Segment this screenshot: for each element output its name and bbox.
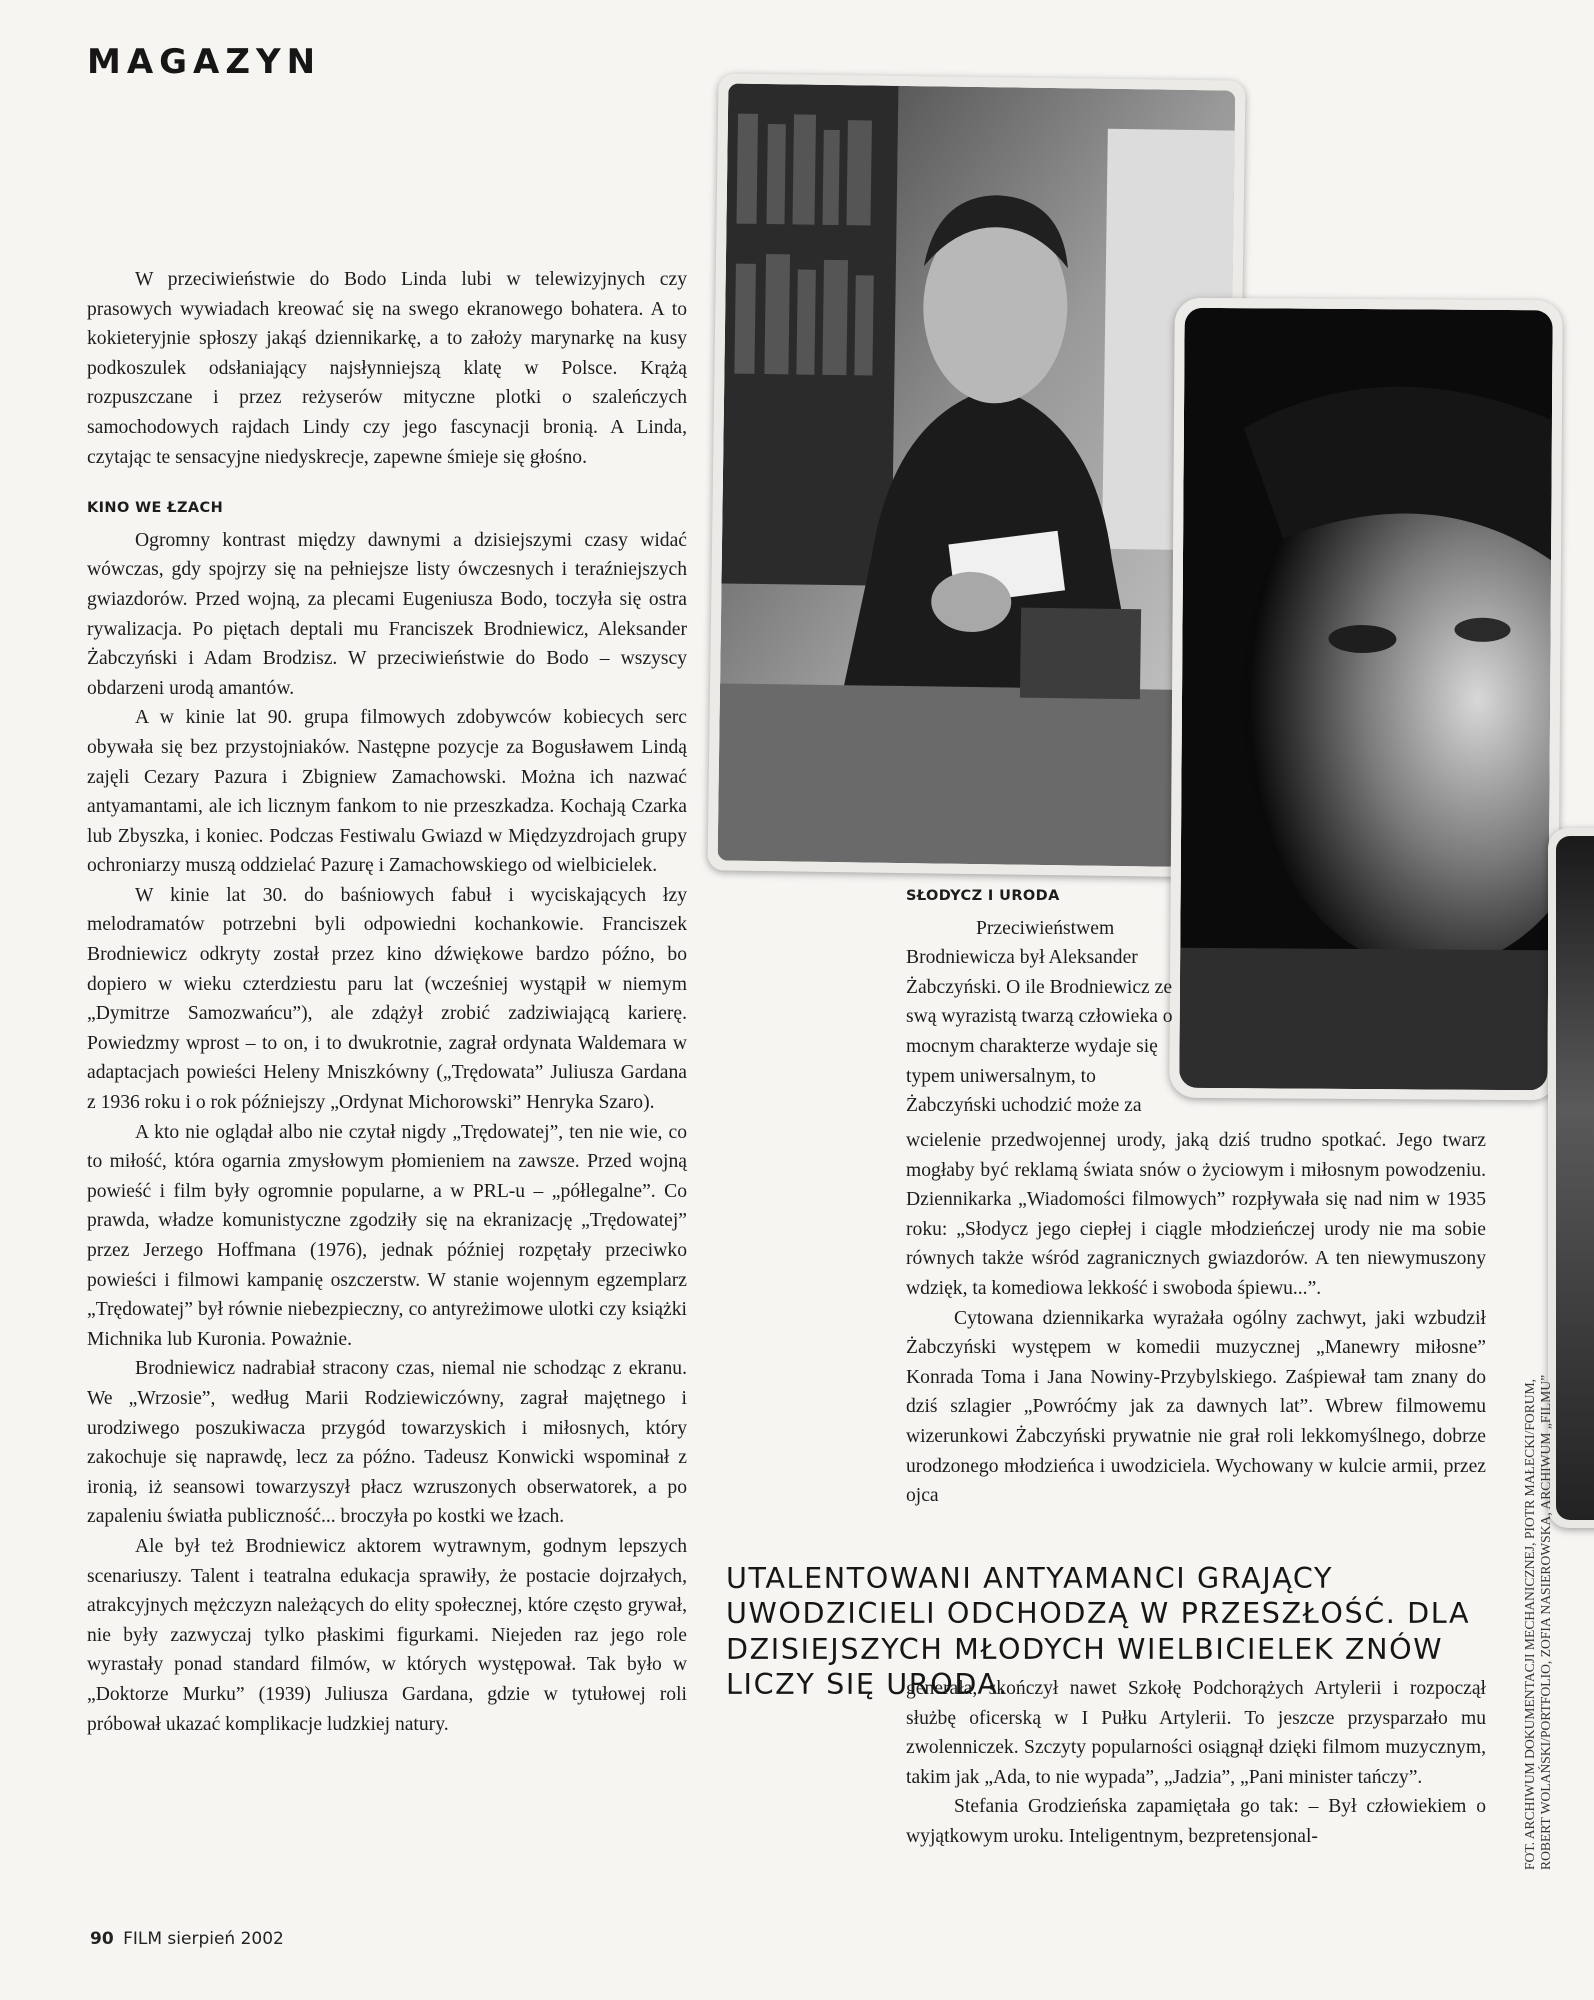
right-column-bottom [906,1674,1486,1852]
page-footer [90,1929,284,1949]
paragraph: W przeciwieństwie do Bodo Linda lubi w telewizyjnych czy prasowych wywiadach kreować się na swego ekranowego bohatera. A to kokieteryjnie spłoszy jakąś dziennikarkę, a to założy marynarkę na kusy podkoszulek odsłaniający najsłynniejszą klatę w Polsce. Krążą rozpuszczane i przez reżyserów mityczne plotki o szaleńczych samochodowych rajdach Lindy czy jego fascynacji bronią. A Linda, czytając te sensacyjne niedyskrecje, zapewne śmieje się głośno. [87,269,687,468]
sidebar-slodycz-i-uroda [906,882,1176,1121]
paragraph: W kinie lat 30. do baśniowych fabuł i wyciskających łzy melodramatów potrzebni byli odpowiedni kochankowie. Franciszek Brodniewicz odkryty został przez kino dźwiękowe bardzo późno, bo dopiero w wieku czterdziestu paru lat (wcześniej wystąpił w niemym „Dymitrze Samozwańcu”), ale zdążył zrobić zadziwiającą karierę. Powiedzmy wprost – to on, i to dwukrotnie, zagrał ordynata Waldemara w adaptacjach powieści Heleny Mniszkówny („Trędowata” Juliusza Gardana z 1936 roku i o rok późniejszy „Ordynat Michorowski” Henryka Szaro). [87,884,687,1114]
page-number: 90 [90,1929,114,1949]
paragraph: Przeciwieństwem Brodniewicza był Aleksander Żabczyński. O ile Brodniewicz ze swą wyrazistą twarzą człowieka o mocnym charakterze wydaje się typem uniwersalnym, to Żabczyński uchodzić może za [906,917,1173,1117]
photo-close-up-portrait [1169,298,1563,1101]
paragraph: A kto nie oglądał albo nie czytał nigdy „Trędowatej”, ten nie wie, co to miłość, która ogarnia zmysłowym płomieniem na zawsze. Przed wojną powieść i film były ogromnie popularne, a w PRL-u – „półlegalne”. Co prawda, władze komunistyczne zgodziły się na ekranizację „Trędowatej” przez Jerzego Hoffmana (1976), jednak później rozpętały przeciwko powieści i filmowi kampanię oszczerstw. W stanie wojennym egzemplarz „Trędowatej” był równie niebezpieczny, co antyreżimowe ulotki czy książki Michnika lub Kuronia. Poważnie. [87,1121,687,1350]
issue-date: sierpień 2002 [167,1929,284,1949]
photo-brodniewicz [707,73,1245,877]
photo-credit-line: ROBERT WOLAŃSKI/PORTFOLIO, ZOFIA NASIEROWSKA, ARCHIWUM „FILMU” [1538,1374,1553,1870]
paragraph: generała, skończył nawet Szkołę Podchorążych Artylerii i rozpoczął służbę oficerską w I Pułku Artylerii. To jeszcze przysparzało mu zwolenniczek. Szczyty popularności osiągnął dzięki filmom muzycznym, takim jak „Ada, to nie wypada”, „Jadzia”, „Pani minister tańczy”. [906,1678,1486,1788]
paragraph: Cytowana dziennikarka wyrażała ogólny zachwyt, jaki wzbudził Żabczyński występem w komedii muzycznej „Manewry miłosne” Konrada Toma i Jana Nowiny-Przybylskiego. Zaśpiewał tam znany do dziś szlagier „Powróćmy jak za dawnych lat”. Wbrew filmowemu wizerunkowi Żabczyński prywatnie nie grał roli lekkomyślnego, dobrze urodzonego młodzieńca i uwodziciela. Wychowany w kulcie armii, przez ojca [906,1307,1486,1507]
paragraph: Brodniewicz nadrabiał stracony czas, niemal nie schodząc z ekranu. We „Wrzosie”, według Marii Rodziewiczówny, zagrał majętnego i urodziwego poszukiwacza przygód towarzyskich i miłosnych, który zakochuje się naprawdę, lecz za późno. Tadeusz Konwicki wspominał z ironią, iż seansowi towarzyszył płacz wzruszonych obserwatorek, a po zapaleniu światła publiczność... broczyła po kostki we łzach. [87,1358,687,1528]
paragraph: Ale był też Brodniewicz aktorem wytrawnym, godnym lepszych scenariuszy. Talent i teatralna edukacja sprawiły, że postacie dojrzałych, atrakcyjnych mężczyzn należących do elity społecznej, które często grywał, nie były zazwyczaj tylko płaskimi figurkami. Niejeden raz jego role wyrastały ponad standard filmów, w których występował. Tak było w „Doktorze Murku” (1939) Juliusza Gardana, gdzie w tytułowej roli próbował ukazać komplikacje ludzkiej natury. [87,1535,687,1735]
pull-quote: UTALENTOWANI ANTYAMANCI GRAJĄCY UWODZICIELI ODCHODZĄ W PRZESZŁOŚĆ. DLA DZISIEJSZYCH MŁODYCH WIELBICIELEK ZNÓW LICZY SIĘ URODA. [726,1561,1471,1702]
right-column-top [906,1126,1486,1511]
photo-brodniewicz-image [718,83,1236,867]
paragraph: A w kinie lat 90. grupa filmowych zdobywców kobiecych serc obywała się bez przystojniaków. Następne pozycje za Bogusławem Lindą zajęli Cezary Pazura i Zbigniew Zamachowski. Można ich nazwać antyamantami, ale ich licznym fankom to nie przeszkadza. Kochają Czarka lub Zbyszka, i koniec. Podczas Festiwalu Gwiazd w Międzyzdrojach grupy ochroniarzy muszą oddzielać Pazurę i Zamachowskiego od wielbicielek. [87,707,687,877]
photo-close-up-portrait-image [1179,308,1552,1091]
subheading-kino-we-lzach: KINO WE ŁZACH [87,500,224,517]
photo-partial-edge [1548,828,1594,1528]
section-title: MAGAZYN [87,42,322,82]
photo-credit [1522,1375,1554,1870]
paragraph: wcielenie przedwojennej urody, jaką dziś trudno spotkać. Jego twarz mogłaby być reklamą świata snów o życiowym i miłosnym powodzeniu. Dziennikarka „Wiadomości filmowych” rozpływała się nad nim w 1935 roku: „Słodycz jego ciepłej i ciągle młodzieńczej urody nie ma sobie równych także wśród zagranicznych gwiazdorów. A ten niewymuszony wdzięk, ta komediowa lekkość i swoboda śpiewu...”. [906,1130,1486,1299]
paragraph: Stefania Grodzieńska zapamiętała go tak: – Był człowiekiem o wyjątkowym uroku. Inteligentnym, bezpretensjonal- [906,1796,1486,1847]
magazine-name: FILM [123,1929,163,1949]
subheading-slodycz-i-uroda: SŁODYCZ I URODA [906,888,1060,904]
left-column [87,265,687,1739]
photo-credit-line: FOT. ARCHIWUM DOKUMENTACJI MECHANICZNEJ, PIOTR MAŁECKI/FORUM, [1522,1378,1537,1870]
paragraph: Ogromny kontrast między dawnymi a dzisiejszymi czasy widać wówczas, gdy spojrzy się na pełniejsze listy ówczesnych i teraźniejszych gwiazdorów. Przed wojną, za plecami Eugeniusza Bodo, toczyła się ostra rywalizacja. Po piętach deptali mu Franciszek Brodniewicz, Aleksander Żabczyński i Adam Brodzisz. W przeciwieństwie do Bodo – wszyscy obdarzeni urodą amantów. [87,529,687,699]
